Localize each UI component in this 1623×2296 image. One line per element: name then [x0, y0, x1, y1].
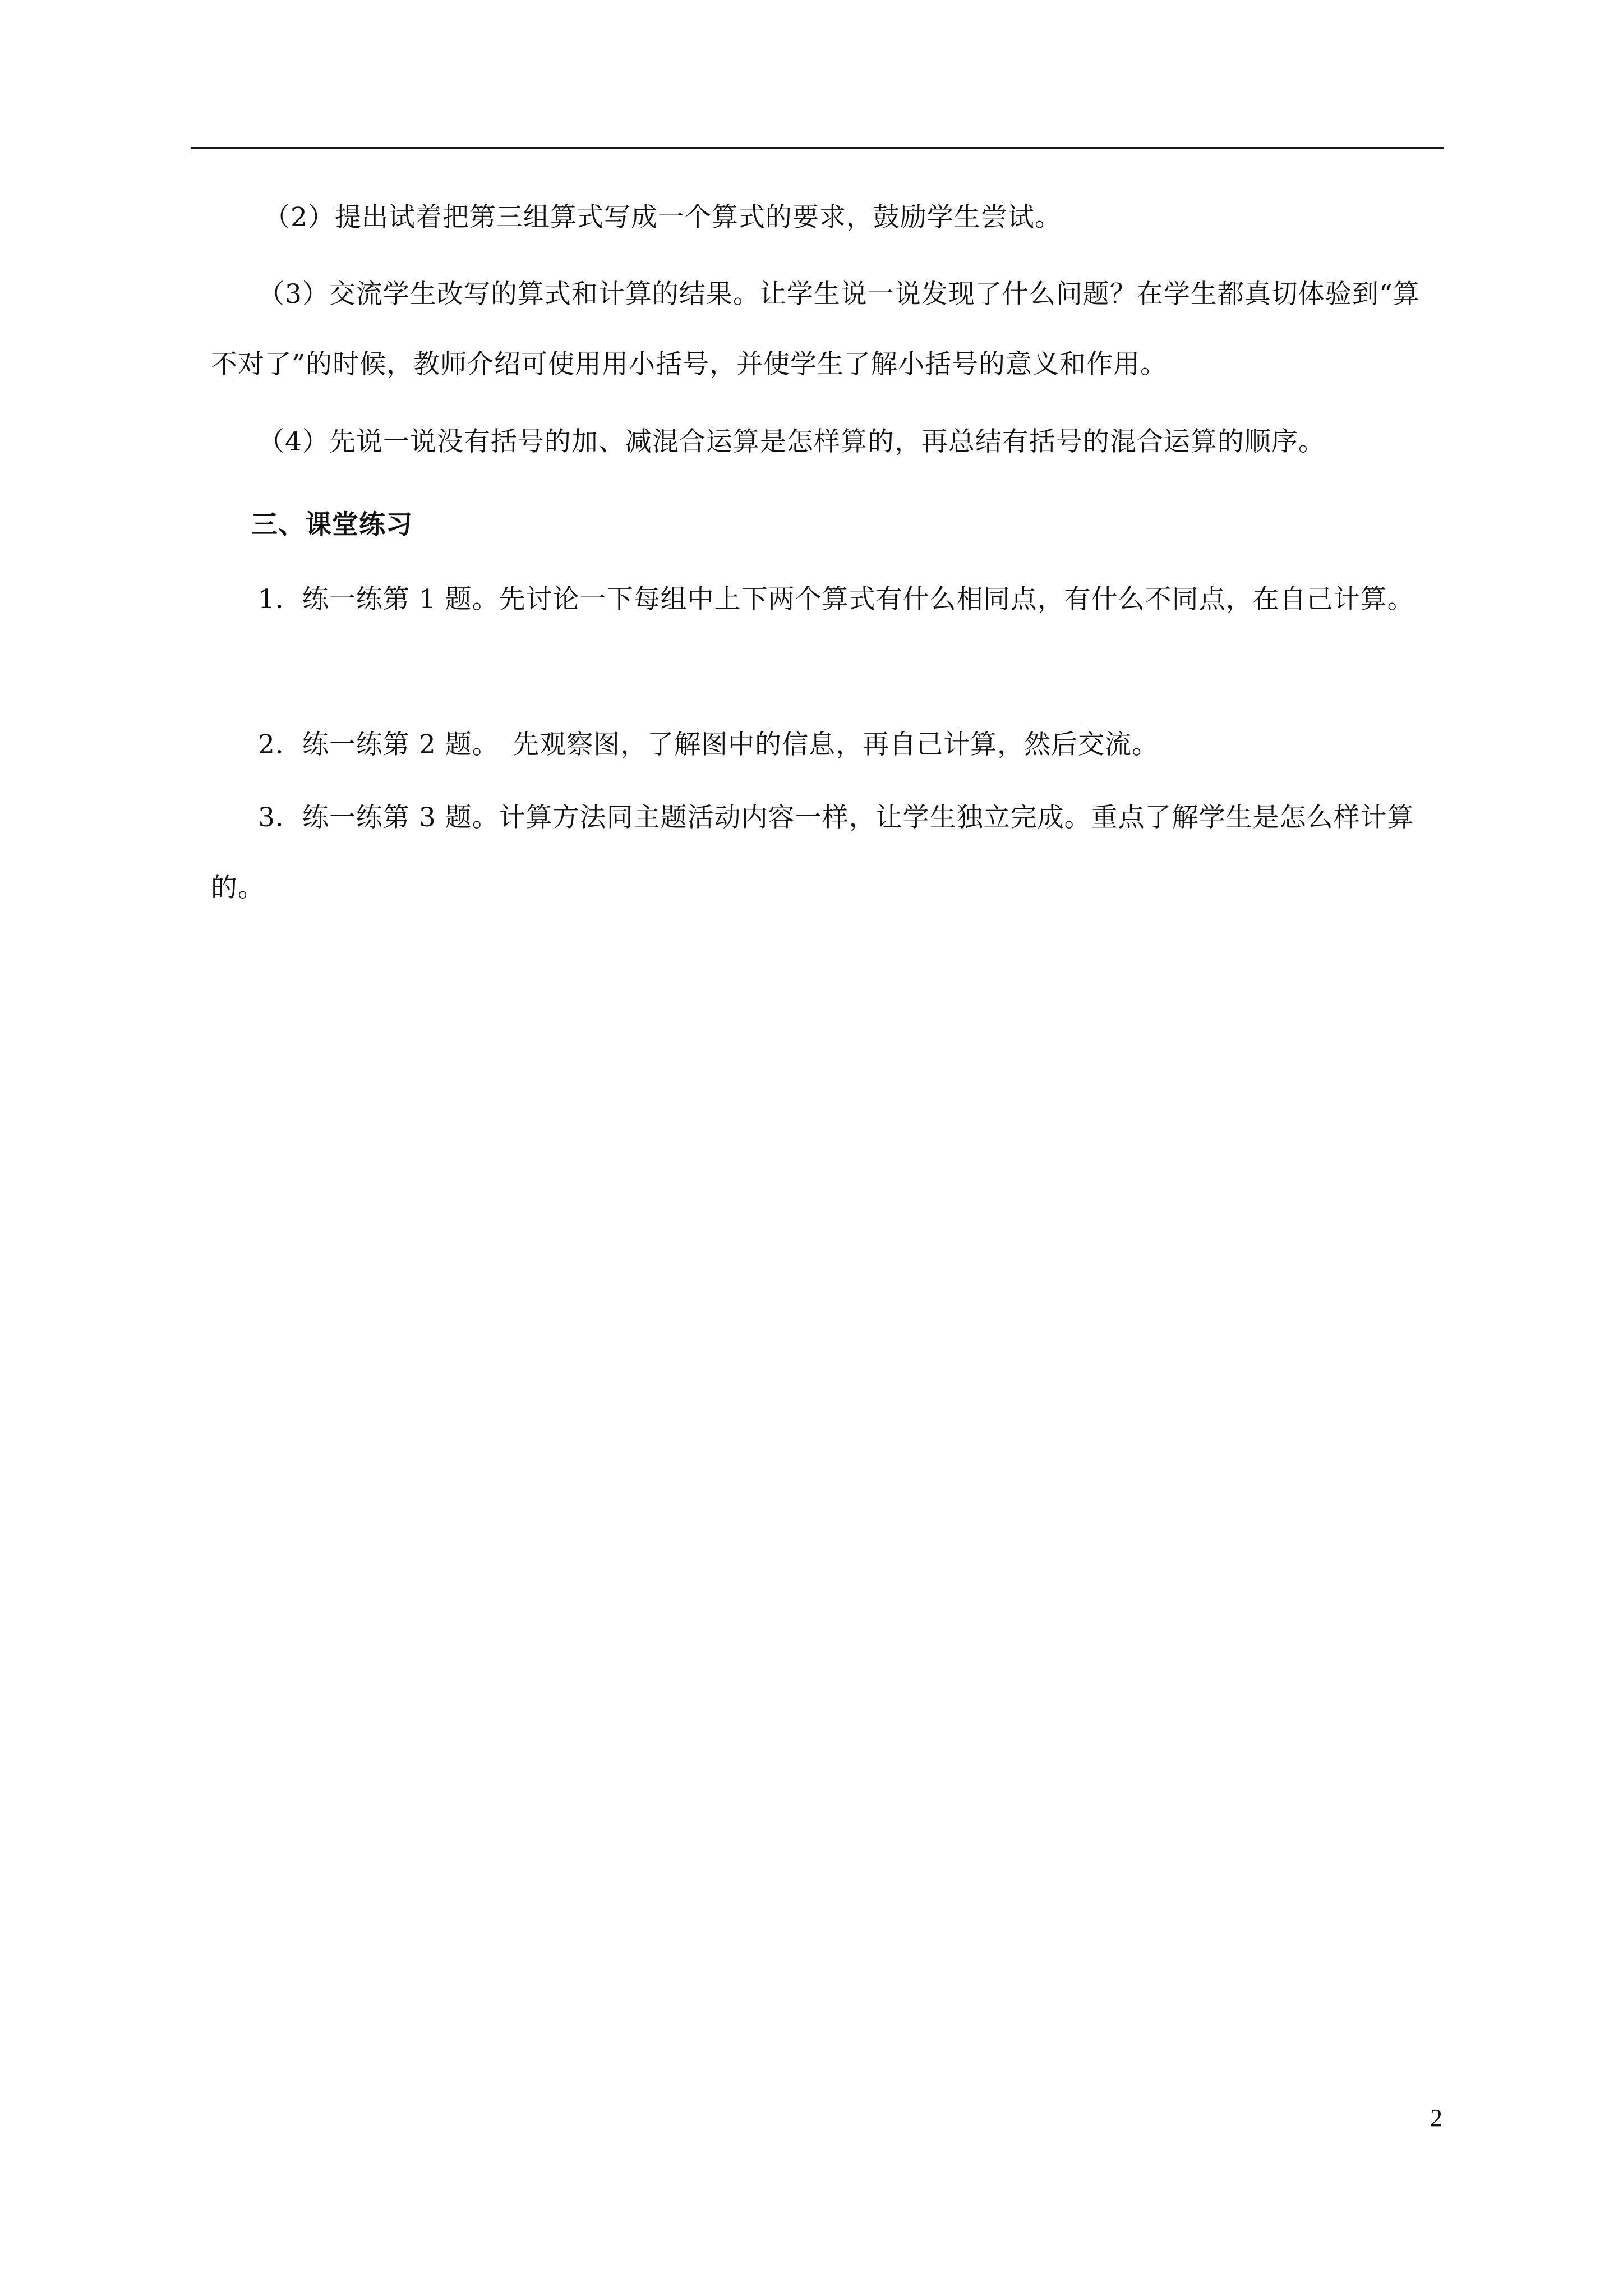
paragraph-step-2: （2）提出试着把第三组算式写成一个算式的要求，鼓励学生尝试。 — [264, 202, 1062, 233]
exercise-item-1: 1．练一练第 1 题。先讨论一下每组中上下两个算式有什么相同点，有什么不同点，在自己计算。 — [258, 584, 1414, 615]
section-heading: 三、课堂练习 — [251, 509, 413, 540]
paragraph-step-3: （3）交流学生改写的算式和计算的结果。让学生说一说发现了什么问题？在学生都真切体验到“算不对了”的时候，教师介绍可使用用小括号，并使学生了解小括号的意义和作用。 — [211, 279, 1420, 380]
paragraph-step-4: （4）先说一说没有括号的加、减混合运算是怎样算的，再总结有括号的混合运算的顺序。 — [258, 426, 1325, 457]
page-number: 2 — [1430, 2104, 1442, 2132]
header-rule — [191, 147, 1444, 149]
exercise-item-2: 2．练一练第 2 题。 先观察图，了解图中的信息，再自己计算，然后交流。 — [258, 729, 1159, 760]
exercise-item-3: 3．练一练第 3 题。计算方法同主题活动内容一样，让学生独立完成。重点了解学生是怎么样计算的。 — [211, 802, 1414, 903]
